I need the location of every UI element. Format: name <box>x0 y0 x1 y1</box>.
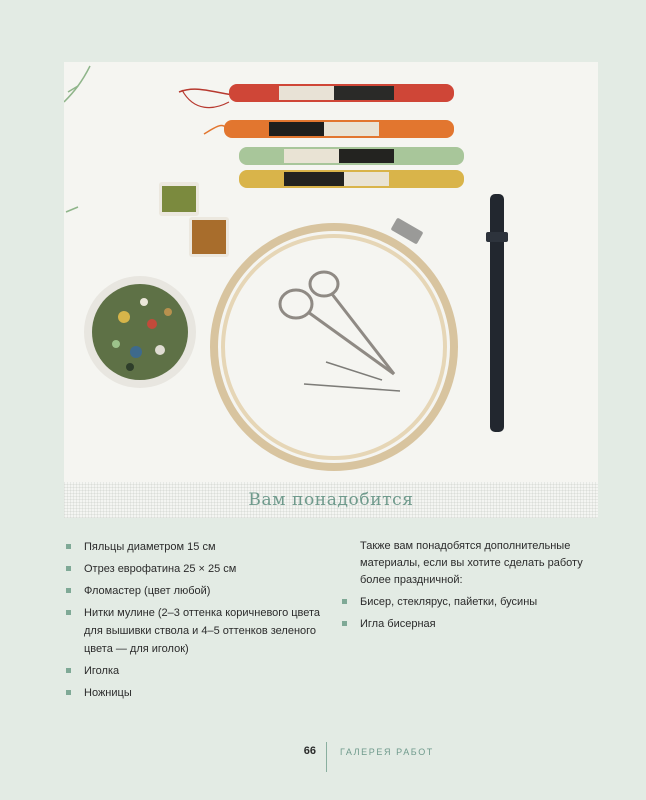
list-item: Отрез еврофатина 25 × 25 см <box>66 560 336 578</box>
section-name: ГАЛЕРЕЯ РАБОТ <box>340 747 434 757</box>
list-item: Игла бисерная <box>342 615 590 633</box>
bead-bowl <box>84 276 196 388</box>
banner-title: Вам понадобится <box>248 490 414 510</box>
materials-list-right <box>342 538 590 637</box>
list-item: Фломастер (цвет любой) <box>66 582 336 600</box>
list-item: Ножницы <box>66 684 336 702</box>
page-number: 66 <box>303 745 316 757</box>
materials-list-left <box>66 538 336 706</box>
section-banner <box>64 482 598 518</box>
list-item: Пяльцы диаметром 15 см <box>66 538 336 556</box>
materials-photo <box>64 62 598 482</box>
list-item: Нитки мулине (2–3 оттенка коричневого цвета для вышивки ствола и 4–5 оттенков зеленого цвета — для иголок) <box>66 604 336 658</box>
additional-materials-intro: Также вам понадобятся дополнительные материалы, если вы хотите сделать работу более праздничной: <box>360 540 583 586</box>
footer-divider <box>326 742 327 772</box>
list-item: Бисер, стеклярус, пайетки, бусины <box>342 593 590 611</box>
page-footer <box>0 742 646 772</box>
list-item: Иголка <box>66 662 336 680</box>
